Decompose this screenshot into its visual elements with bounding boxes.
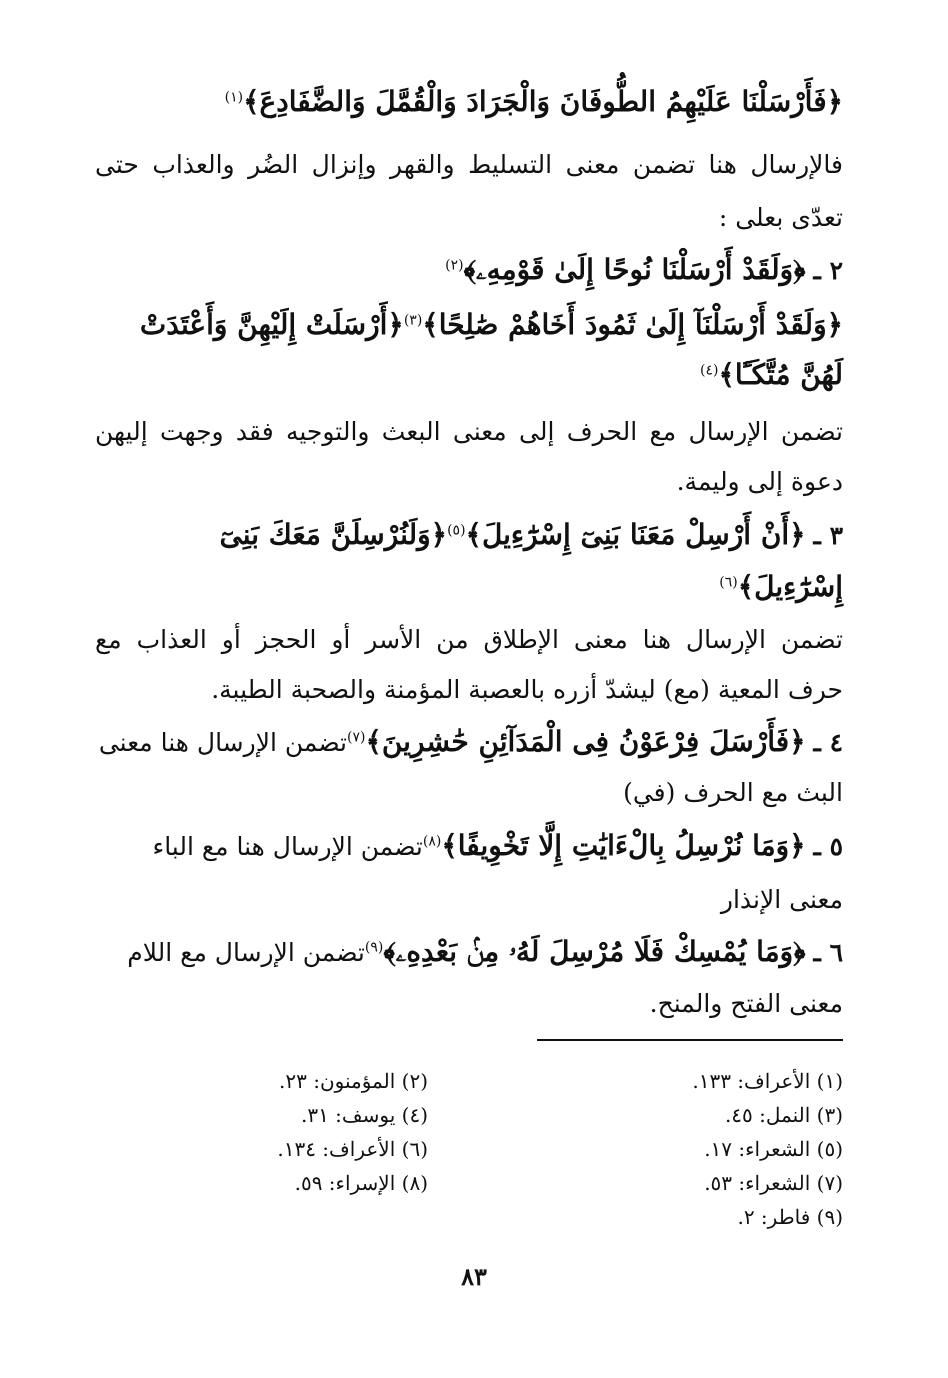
verse-line-7 [95,722,843,763]
footnote: (٣) النمل: ٤٥. [724,1103,843,1127]
footnote: (٤) يوسف: ٣١. [300,1103,428,1127]
text-line: دعوة إلى وليمة. [676,467,843,496]
quran-verse: ﴿وَلَقَدْ أَرْسَلْنَآ إِلَىٰ ثَمُودَ أَخَاهُمْ صَٰلِحًا﴾ [422,308,843,341]
text-line: تعدّى بعلى : [718,203,843,232]
quran-verse: ﴿أَنْ أَرْسِلْ مَعَنَا بَنِىٓ إِسْرَٰٓءِيلَ﴾ [465,518,806,551]
item-number: ٥ ـ [813,832,843,861]
footnote-ref: (٦) [719,574,738,591]
quran-verse: ﴿وَمَا نُرْسِلُ بِالْءَايَٰتِ إِلَّا تَخْوِيفًا﴾ [441,829,806,862]
quran-verse: لَهُنَّ مُتَّكَـًٔا﴾ [718,358,843,391]
text-run: تضمن الإرسال هنا مع الباء [152,832,423,861]
item-number: ٦ ـ [813,938,843,967]
footnote-ref: (٤) [699,362,719,379]
text-run: تضمن الإرسال هنا معنى [98,728,347,757]
footnote-ref: (٨) [422,833,442,850]
text-line: تضمن الإرسال هنا معنى الإطلاق من الأسر أو الحجز أو العذاب مع [95,625,843,654]
quran-verse: ﴿أَرْسَلَتْ إِلَيْهِنَّ وَأَعْتَدَتْ [139,308,404,341]
footnote-ref: (٢) [445,257,464,274]
footnote-ref: (٧) [346,729,366,746]
footnote-ref: (١) [224,89,244,106]
footnote-ref: (٩) [364,939,384,956]
text-line: حرف المعية (مع) ليشدّ أزره بالعصبة المؤمنة والصحبة الطيبة. [211,675,843,704]
footnote-ref: (٥) [447,522,466,539]
quran-verse: إِسْرَٰٓءِيلَ﴾ [737,570,843,603]
footnote: (٧) الشعراء: ٥٣. [704,1171,843,1195]
item-number: ٢ ـ [813,256,843,285]
quran-verse: ﴿فَأَرْسَلَ فِرْعَوْنُ فِى الْمَدَآئِنِ حَٰشِرِينَ﴾ [365,725,806,758]
footnote: (٥) الشعراء: ١٧. [704,1137,843,1161]
quran-verse: ﴿وَلَقَدْ أَرْسَلْنَا نُوحًا إِلَىٰ قَوْمِهِۦ﴾ [463,253,806,286]
verse-line-4 [95,355,843,396]
verse-line-9 [95,932,843,973]
quran-verse: ﴿فَأَرْسَلْنَا عَلَيْهِمُ الطُّوفَانَ وَالْجَرَادَ وَالْقُمَّلَ وَالضَّفَادِعَ﴾ [243,85,843,118]
verse-line-3 [95,305,843,346]
quran-verse: ﴿وَمَا يُمْسِكْ فَلَا مُرْسِلَ لَهُۥ مِنۢ بَعْدِهِۦ﴾ [383,935,806,968]
page-number: ٨٣ [461,1262,487,1291]
text-line: البث مع الحرف (في) [623,778,843,807]
footnote: (٦) الأعراف: ١٣٤. [277,1137,428,1161]
item-number: ٤ ـ [813,728,843,757]
footnote: (٨) الإسراء: ٥٩. [294,1171,428,1195]
footnote: (٩) فاطر: ٢. [737,1205,843,1229]
verse-line-5 [95,515,843,556]
text-line: معنى الفتح والمنح. [649,989,843,1018]
verse-line-8 [95,826,843,867]
text-line: معنى الإنذار [720,885,843,914]
verse-line-6 [95,567,843,608]
verse-line-2 [95,250,843,291]
verse-line-1 [95,82,843,123]
item-number: ٣ ـ [813,521,843,550]
text-run: تضمن الإرسال مع اللام [127,938,365,967]
footnote-separator [537,1039,843,1041]
footnote: (١) الأعراف: ١٣٣. [692,1069,843,1093]
text-line: فالإرسال هنا تضمن معنى التسليط والقهر وإنزال الضُر والعذاب حتى [95,150,843,179]
footnote: (٢) المؤمنون: ٢٣. [279,1069,428,1093]
quran-verse: ﴿وَلَنُرْسِلَنَّ مَعَكَ بَنِىٓ [219,518,448,551]
footnote-ref: (٣) [403,312,423,329]
text-line: تضمن الإرسال مع الحرف إلى معنى البعث والتوجيه فقد وجهت إليهن [95,417,843,446]
